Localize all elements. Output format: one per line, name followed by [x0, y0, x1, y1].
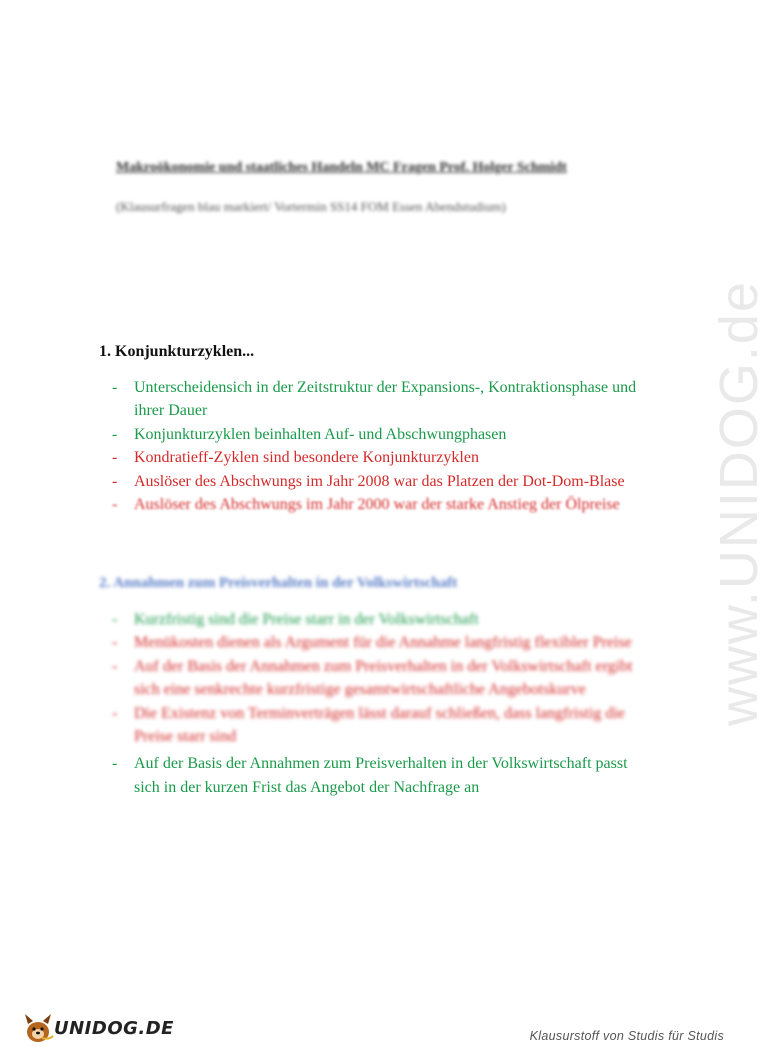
answer-text: Auslöser des Abschwungs im Jahr 2000 war der starke Anstieg der Ölpreise: [134, 496, 620, 514]
list-dash: -: [112, 755, 118, 773]
answer-text: Auf der Basis der Annahmen zum Preisverhalten in der Volkswirtschaft passt sich in der kurzen Frist das Angebot der Nachfrage an: [134, 755, 628, 796]
answer-item: [112, 752, 652, 799]
watermark: www.UNIDOG.de: [709, 280, 769, 727]
list-dash: -: [112, 704, 118, 722]
answer-item: [112, 376, 652, 423]
list-dash: -: [112, 611, 118, 628]
answer-text: Kurzfristig sind die Preise starr in der Volkswirtschaft: [134, 611, 479, 628]
list-dash: -: [112, 425, 118, 443]
question-1-title: 1. Konjunkturzyklen...: [99, 343, 255, 360]
list-dash: -: [112, 634, 118, 652]
logo-text: UNIDOG.DE: [54, 1018, 174, 1039]
list-dash: -: [112, 379, 118, 396]
footer-logo[interactable]: [22, 1010, 174, 1050]
answer-item: [112, 702, 652, 749]
answer-item: [112, 446, 652, 469]
answer-item: [112, 470, 652, 493]
question-1-answers: [112, 376, 652, 516]
answer-text: Auslöser des Abschwungs im Jahr 2008 war das Platzen der Dot-Dom-Blase: [134, 472, 625, 490]
question-2-title: 2. Annahmen zum Preisverhalten in der Volkswirtschaft: [99, 575, 458, 591]
document-subtitle: (Klausurfragen blau markiert/ Vortermin SS14 FOM Essen Abendstudium): [116, 199, 506, 214]
list-dash: -: [112, 496, 118, 514]
list-dash: -: [112, 472, 118, 490]
list-dash: -: [112, 449, 118, 467]
dog-mascot-icon: [22, 1010, 56, 1046]
question-2-answers: [112, 608, 652, 799]
answer-text: Menükosten dienen als Argument für die Annahme langfristig flexibler Preise: [134, 634, 632, 652]
answer-item: [112, 423, 652, 446]
answer-text: Auf der Basis der Annahmen zum Preisverhalten in der Volkswirtschaft ergibt sich eine senkrechte kurzfristige gesamtwirtschaftliche Angebotskurve: [134, 657, 633, 699]
answer-text: Kondratieff-Zyklen sind besondere Konjunkturzyklen: [134, 449, 479, 467]
answer-item: [112, 493, 652, 516]
footer-tagline: Klausurstoff von Studis für Studis: [529, 1029, 724, 1043]
answer-item: [112, 608, 652, 631]
answer-text: Konjunkturzyklen beinhalten Auf- und Abschwungphasen: [134, 425, 507, 443]
answer-text: Unterscheidensich in der Zeitstruktur der Expansions-, Kontraktionsphase und ihrer Dauer: [134, 379, 637, 420]
list-dash: -: [112, 657, 118, 675]
answer-text: Die Existenz von Terminverträgen lässt darauf schließen, dass langfristig die Preise starr sind: [134, 704, 625, 746]
document-title: Makroökonomie und staatliches Handeln MC Fragen Prof. Holger Schmidt: [116, 160, 567, 175]
answer-item: [112, 655, 652, 702]
answer-item: [112, 631, 652, 654]
